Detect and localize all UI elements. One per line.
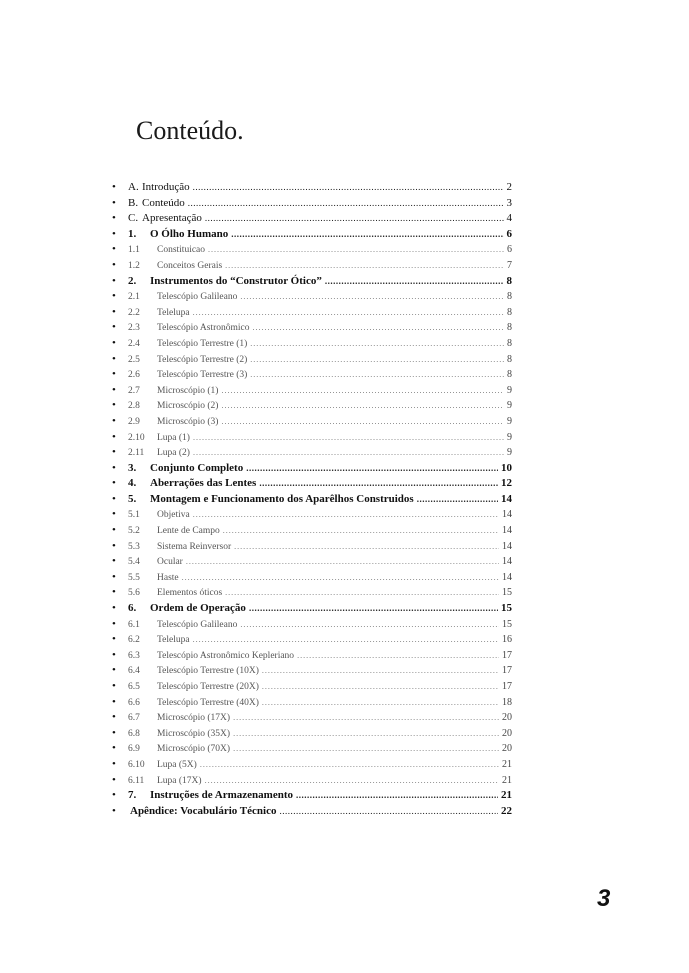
bullet-icon: • [112, 274, 116, 287]
bullet-icon: • [112, 602, 116, 615]
toc-entry [112, 679, 512, 695]
toc-entry-page: 21 [502, 774, 512, 786]
bullet-icon: • [112, 368, 116, 381]
toc-entry-number: 6.4 [128, 666, 140, 677]
toc-entry [112, 695, 512, 711]
toc-entry-page: 8 [507, 369, 512, 381]
toc-entry-title: Conteúdo [142, 196, 185, 209]
toc-entry [112, 274, 512, 290]
dot-leader [246, 461, 498, 477]
toc-entry-page: 10 [501, 461, 512, 474]
bullet-icon: • [112, 695, 116, 708]
toc-entry [112, 196, 512, 212]
dot-leader [193, 305, 504, 321]
page-number: 3 [597, 885, 611, 912]
toc-entry [112, 414, 512, 430]
bullet-icon: • [112, 570, 116, 583]
bullet-icon: • [112, 305, 116, 318]
toc-entry-page: 9 [507, 431, 512, 443]
toc-entry [112, 320, 512, 336]
dot-leader [234, 539, 499, 555]
bullet-icon: • [112, 243, 116, 256]
toc-entry-title: Microscópio (2) [157, 401, 219, 412]
dot-leader [233, 710, 499, 726]
toc-entry-number: 2.3 [128, 323, 140, 334]
toc-entry [112, 757, 512, 773]
bullet-icon: • [112, 290, 116, 303]
toc-entry-number: 2.1 [128, 292, 140, 303]
toc-entry-number: A. [128, 181, 139, 193]
toc-entry-number: B. [128, 196, 139, 209]
bullet-icon: • [112, 181, 116, 193]
dot-leader [193, 180, 504, 196]
dot-leader [417, 492, 498, 508]
toc-entry [112, 461, 512, 477]
toc-entry [112, 804, 512, 820]
bullet-icon: • [112, 555, 116, 568]
toc-entry [112, 352, 512, 368]
toc-entry [112, 180, 512, 196]
toc-entry [112, 227, 512, 243]
dot-leader [252, 320, 504, 336]
dot-leader [233, 726, 499, 742]
toc-entry-page: 12 [501, 477, 512, 490]
toc-entry-title: Lupa (17X) [157, 775, 202, 786]
bullet-icon: • [112, 617, 116, 630]
dot-leader [262, 695, 499, 711]
toc-entry-number: 7. [128, 789, 137, 802]
toc-entry-title: Ocular [157, 557, 183, 568]
dot-leader [186, 554, 499, 570]
dot-leader [296, 788, 498, 804]
toc-entry-title: Microscópio (1) [157, 385, 219, 396]
toc-entry-page: 8 [507, 306, 512, 318]
toc-entry [112, 617, 512, 633]
dot-leader [231, 227, 503, 243]
toc-entry-page: 14 [501, 492, 512, 505]
toc-entry [112, 383, 512, 399]
toc-entry-page: 8 [507, 322, 512, 334]
toc-entry-number: 1.1 [128, 245, 140, 256]
toc-entry-number: 2.9 [128, 416, 140, 427]
toc-entry [112, 570, 512, 586]
toc-entry-number: 3. [128, 461, 137, 474]
toc-entry-title: Introdução [142, 181, 190, 193]
toc-entry-page: 15 [502, 587, 512, 599]
toc-entry-number: 6.9 [128, 744, 140, 755]
toc-entry-title: Objetiva [157, 510, 190, 521]
bullet-icon: • [112, 336, 116, 349]
toc-entry-page: 20 [502, 712, 512, 724]
toc-entry-page: 14 [502, 540, 512, 552]
toc-entry-number: 5.4 [128, 557, 140, 568]
toc-entry-page: 14 [502, 571, 512, 583]
dot-leader [221, 414, 504, 430]
toc-entry [112, 476, 512, 492]
toc-entry [112, 445, 512, 461]
toc-entry-number: 5. [128, 492, 137, 505]
toc-entry-number: 6.3 [128, 650, 140, 661]
toc-entry-number: 5.3 [128, 541, 140, 552]
bullet-icon: • [112, 430, 116, 443]
dot-leader [259, 476, 498, 492]
toc-entry-page: 4 [506, 212, 512, 225]
toc-entry-number: 2.10 [128, 432, 145, 443]
toc-entry-page: 15 [502, 618, 512, 630]
toc-entry [112, 367, 512, 383]
dot-leader [225, 258, 504, 274]
toc-entry-number: 2.8 [128, 401, 140, 412]
toc-entry-title: Telelupa [157, 635, 190, 646]
toc-entry-number: 6.10 [128, 759, 145, 770]
toc-entry-title: Apresentação [142, 212, 202, 225]
bullet-icon: • [112, 539, 116, 552]
toc-entry-page: 17 [502, 665, 512, 677]
toc-entry-page: 9 [507, 415, 512, 427]
toc-entry-page: 17 [502, 681, 512, 692]
dot-leader [250, 352, 504, 368]
toc-entry-page: 20 [502, 727, 512, 739]
toc-entry-number: 2. [128, 274, 137, 287]
toc-entry-page: 9 [507, 384, 512, 396]
toc-entry-title: Montagem e Funcionamento dos Aparêlhos Construidos [150, 492, 414, 505]
dot-leader [200, 757, 499, 773]
toc-entry-title: Instrumentos do “Construtor Ótico” [150, 274, 322, 287]
toc-entry-page: 6 [506, 227, 512, 240]
bullet-icon: • [112, 212, 116, 225]
toc-entry-number: 6.6 [128, 697, 140, 708]
toc-entry-title: Telescópio Terrestre (1) [157, 338, 248, 349]
dot-leader [250, 336, 504, 352]
dot-leader [233, 741, 499, 757]
toc-entry [112, 523, 512, 539]
toc-entry-title: Microscópio (3) [157, 416, 219, 427]
toc-entry-title: Instruções de Armazenamento [150, 789, 293, 802]
toc-entry-number: C. [128, 212, 139, 225]
toc-entry [112, 601, 512, 617]
dot-leader [240, 617, 499, 633]
bullet-icon: • [112, 742, 116, 755]
dot-leader [262, 679, 499, 695]
toc-entry [112, 710, 512, 726]
toc-entry-number: 5.5 [128, 572, 140, 583]
dot-leader [279, 804, 498, 820]
toc-entry [112, 492, 512, 508]
bullet-icon: • [112, 633, 116, 646]
dot-leader [182, 570, 499, 586]
toc-entry-page: 7 [507, 259, 512, 271]
bullet-icon: • [112, 383, 116, 396]
toc-entry-number: 6.2 [128, 635, 140, 646]
toc-entry [112, 741, 512, 757]
bullet-icon: • [112, 664, 116, 677]
toc-entry-number: 6. [128, 602, 137, 615]
toc-entry-page: 8 [507, 291, 512, 303]
bullet-icon: • [112, 757, 116, 770]
table-of-contents [112, 180, 512, 819]
toc-entry-number: 2.7 [128, 385, 140, 396]
toc-entry-page: 9 [507, 400, 512, 412]
bullet-icon: • [112, 446, 116, 459]
toc-entry-title: Microscópio (70X) [157, 744, 231, 755]
dot-leader [188, 196, 504, 212]
bullet-icon: • [112, 196, 116, 209]
toc-entry-title: Constituicao [157, 245, 206, 256]
toc-entry-page: 9 [507, 447, 512, 459]
bullet-icon: • [112, 227, 116, 240]
bullet-icon: • [112, 586, 116, 599]
toc-entry [112, 663, 512, 679]
toc-entry-page: 16 [502, 634, 512, 646]
toc-entry-number: 5.6 [128, 588, 140, 599]
toc-entry-title: Ordem de Operação [150, 602, 246, 615]
bullet-icon: • [112, 508, 116, 521]
bullet-icon: • [112, 680, 116, 692]
dot-leader [205, 211, 504, 227]
toc-entry [112, 788, 512, 804]
toc-entry-page: 21 [501, 789, 512, 802]
dot-leader [249, 601, 498, 617]
toc-entry-page: 8 [507, 337, 512, 349]
dot-leader [193, 445, 504, 461]
bullet-icon: • [112, 773, 116, 786]
page-title: Conteúdo. [136, 116, 244, 145]
toc-entry-title: Haste [157, 572, 179, 583]
bullet-icon: • [112, 399, 116, 412]
toc-entry [112, 648, 512, 664]
toc-entry [112, 507, 512, 523]
bullet-icon: • [112, 414, 116, 427]
bullet-icon: • [112, 352, 116, 365]
bullet-icon: • [112, 321, 116, 334]
toc-entry-page: 2 [506, 181, 512, 193]
bullet-icon: • [112, 648, 116, 661]
toc-entry-title: Telescópio Galileano [157, 619, 238, 630]
toc-entry-number: 6.7 [128, 713, 140, 724]
toc-entry-number: 6.8 [128, 728, 140, 739]
toc-entry-number: 4. [128, 477, 137, 490]
toc-entry-number: 2.2 [128, 307, 140, 318]
toc-entry-page: 22 [501, 804, 512, 817]
toc-entry [112, 336, 512, 352]
toc-entry-title: Lupa (1) [157, 432, 190, 443]
toc-entry-title: Sistema Reinversor [157, 541, 232, 552]
toc-entry-number: 5.1 [128, 510, 140, 521]
bullet-icon: • [112, 804, 116, 817]
dot-leader [240, 289, 504, 305]
toc-entry-title: Telescópio Terrestre (20X) [157, 682, 259, 692]
toc-entry [112, 242, 512, 258]
toc-entry [112, 539, 512, 555]
toc-entry [112, 585, 512, 601]
toc-entry-page: 14 [502, 509, 512, 521]
toc-entry-title: Conjunto Completo [150, 461, 244, 474]
toc-entry-title: Telescópio Terrestre (2) [157, 354, 248, 365]
toc-entry-title: Telescópio Astronômico [157, 323, 250, 334]
toc-entry-title: Telescópio Terrestre (40X) [157, 697, 259, 708]
toc-entry-page: 18 [502, 696, 512, 708]
toc-entry [112, 305, 512, 321]
toc-entry-title: O Ólho Humano [150, 227, 229, 240]
toc-entry-title: Microscópio (17X) [157, 713, 231, 724]
toc-entry-title: Lupa (5X) [157, 759, 197, 770]
toc-entry-number: 6.1 [128, 619, 140, 630]
dot-leader [250, 367, 504, 383]
toc-entry-page: 21 [502, 758, 512, 770]
toc-entry-title: Aberrações das Lentes [150, 477, 257, 490]
toc-entry-title: Microscópio (35X) [157, 728, 231, 739]
toc-entry-page: 17 [502, 649, 512, 661]
dot-leader [221, 398, 504, 414]
toc-entry [112, 632, 512, 648]
bullet-icon: • [112, 492, 116, 505]
dot-leader [205, 773, 499, 789]
toc-entry-title: Elementos óticos [157, 588, 223, 599]
toc-entry-page: 20 [502, 743, 512, 755]
toc-entry-number: 6.5 [128, 682, 140, 692]
dot-leader [193, 430, 504, 446]
bullet-icon: • [112, 711, 116, 724]
toc-entry-number: 2.5 [128, 354, 140, 365]
toc-entry-number: 2.11 [128, 448, 145, 459]
dot-leader [223, 523, 499, 539]
dot-leader [208, 242, 504, 258]
toc-entry-title: Telescópio Galileano [157, 292, 238, 303]
dot-leader [297, 648, 499, 664]
toc-entry-number: 2.6 [128, 370, 140, 381]
toc-entry-page: 6 [507, 244, 512, 256]
bullet-icon: • [112, 726, 116, 739]
toc-entry-title: Telescópio Terrestre (10X) [157, 666, 259, 677]
toc-entry-title: Telescópio Terrestre (3) [157, 370, 248, 381]
dot-leader [193, 507, 499, 523]
toc-entry-number: 2.4 [128, 338, 140, 349]
toc-entry-title: Telescópio Astronômico Kepleriano [157, 650, 295, 661]
dot-leader [262, 663, 499, 679]
toc-entry-title: Apêndice: Vocabulário Técnico [130, 804, 277, 817]
toc-entry [112, 398, 512, 414]
toc-entry-number: 5.2 [128, 526, 140, 537]
dot-leader [193, 632, 499, 648]
toc-entry-page: 14 [502, 556, 512, 568]
toc-entry-number: 6.11 [128, 775, 145, 786]
toc-entry-title: Lupa (2) [157, 448, 190, 459]
toc-entry-number: 1. [128, 227, 137, 240]
toc-entry-number: 1.2 [128, 260, 140, 271]
toc-entry-page: 8 [506, 274, 512, 287]
dot-leader [225, 585, 499, 601]
dot-leader [325, 274, 504, 290]
toc-entry [112, 554, 512, 570]
toc-entry-page: 3 [506, 196, 512, 209]
toc-entry-title: Lente de Campo [157, 526, 220, 537]
dot-leader [221, 383, 504, 399]
toc-entry [112, 726, 512, 742]
toc-entry-title: Telelupa [157, 307, 190, 318]
bullet-icon: • [112, 477, 116, 490]
toc-entry-page: 14 [502, 525, 512, 537]
bullet-icon: • [112, 524, 116, 537]
toc-entry [112, 211, 512, 227]
toc-entry-page: 8 [507, 353, 512, 365]
toc-entry-page: 15 [501, 602, 512, 615]
toc-entry [112, 773, 512, 789]
bullet-icon: • [112, 789, 116, 802]
toc-entry [112, 258, 512, 274]
bullet-icon: • [112, 461, 116, 474]
toc-entry [112, 289, 512, 305]
toc-entry [112, 430, 512, 446]
toc-entry-title: Conceitos Gerais [157, 260, 223, 271]
bullet-icon: • [112, 258, 116, 271]
